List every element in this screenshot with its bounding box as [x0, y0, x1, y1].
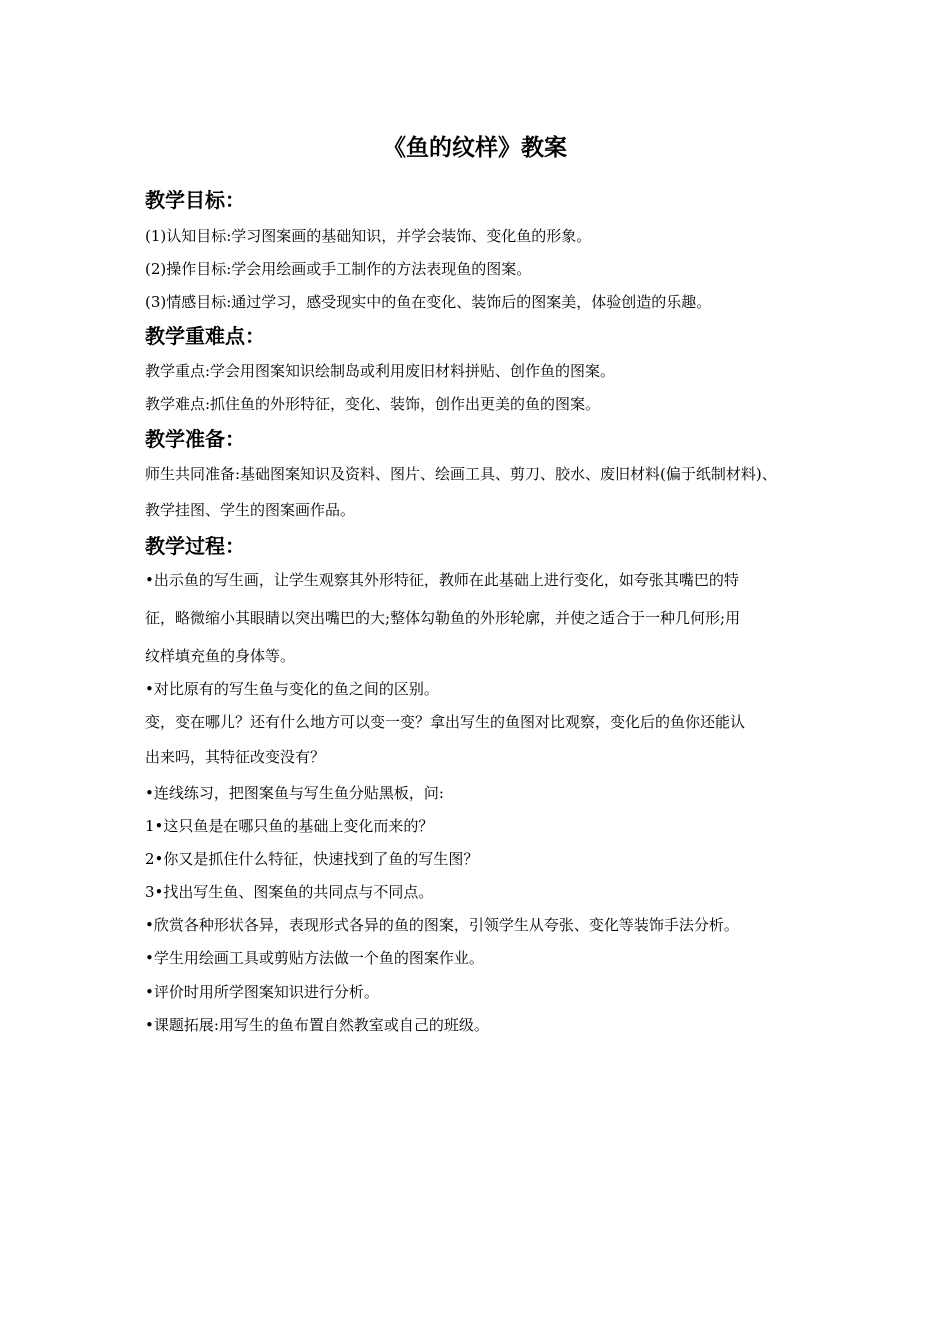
process-line-13: •评价时用所学图案知识进行分析。 [145, 983, 379, 1001]
process-line-10: 3•找出写生鱼、图案鱼的共同点与不同点。 [145, 883, 434, 901]
preparation-line-1: 师生共同准备:基础图案知识及资料、图片、绘画工具、剪刀、胶水、废旧材料(偏于纸制材料)、 [145, 465, 777, 483]
process-line-11: •欣赏各种形状各异，表现形式各异的鱼的图案，引领学生从夸张、变化等装饰手法分析。 [145, 916, 739, 934]
process-line-8: 1•这只鱼是在哪只鱼的基础上变化而来的？ [145, 817, 434, 835]
process-line-5: 变，变在哪儿？还有什么地方可以变一变？拿出写生的鱼图对比观察，变化后的鱼你还能认 [145, 713, 746, 731]
process-line-3: 纹样填充鱼的身体等。 [145, 647, 296, 665]
preparation-line-2: 教学挂图、学生的图案画作品。 [145, 501, 356, 519]
process-line-12: •学生用绘画工具或剪贴方法做一个鱼的图案作业。 [145, 949, 484, 967]
process-line-14: •课题拓展:用写生的鱼布置自然教室或自己的班级。 [145, 1016, 489, 1034]
section-heading-process: 教学过程： [145, 534, 245, 558]
process-line-7: •连线练习，把图案鱼与写生鱼分贴黑板，问: [145, 784, 444, 802]
process-line-2: 征，略微缩小其眼睛以突出嘴巴的大;整体勾勒鱼的外形轮廓，并使之适合于一种几何形;用 [145, 609, 741, 627]
section-heading-preparation: 教学准备： [145, 427, 245, 451]
section-heading-goals: 教学目标： [145, 188, 245, 212]
key-points-line-1: 教学重点:学会用图案知识绘制岛或利用废旧材料拼贴、创作鱼的图案。 [145, 362, 616, 380]
section-heading-key-points: 教学重难点： [145, 324, 265, 348]
process-line-6: 出来吗，其特征改变没有？ [145, 748, 326, 766]
process-line-4: •对比原有的写生鱼与变化的鱼之间的区别。 [145, 680, 439, 698]
process-line-9: 2•你又是抓住什么特征，快速找到了鱼的写生图？ [145, 850, 479, 868]
goals-line-2: (2)操作目标:学会用绘画或手工制作的方法表现鱼的图案。 [145, 260, 532, 278]
key-points-line-2: 教学难点:抓住鱼的外形特征，变化、装饰，创作出更美的鱼的图案。 [145, 395, 601, 413]
goals-line-1: (1)认知目标:学习图案画的基础知识，并学会装饰、变化鱼的形象。 [145, 227, 592, 245]
document-title: 《鱼的纹样》教案 [383, 135, 567, 161]
process-line-1: •出示鱼的写生画，让学生观察其外形特征，教师在此基础上进行变化，如夸张其嘴巴的特 [145, 571, 739, 589]
goals-line-3: (3)情感目标:通过学习，感受现实中的鱼在变化、装饰后的图案美，体验创造的乐趣。 [145, 293, 712, 311]
